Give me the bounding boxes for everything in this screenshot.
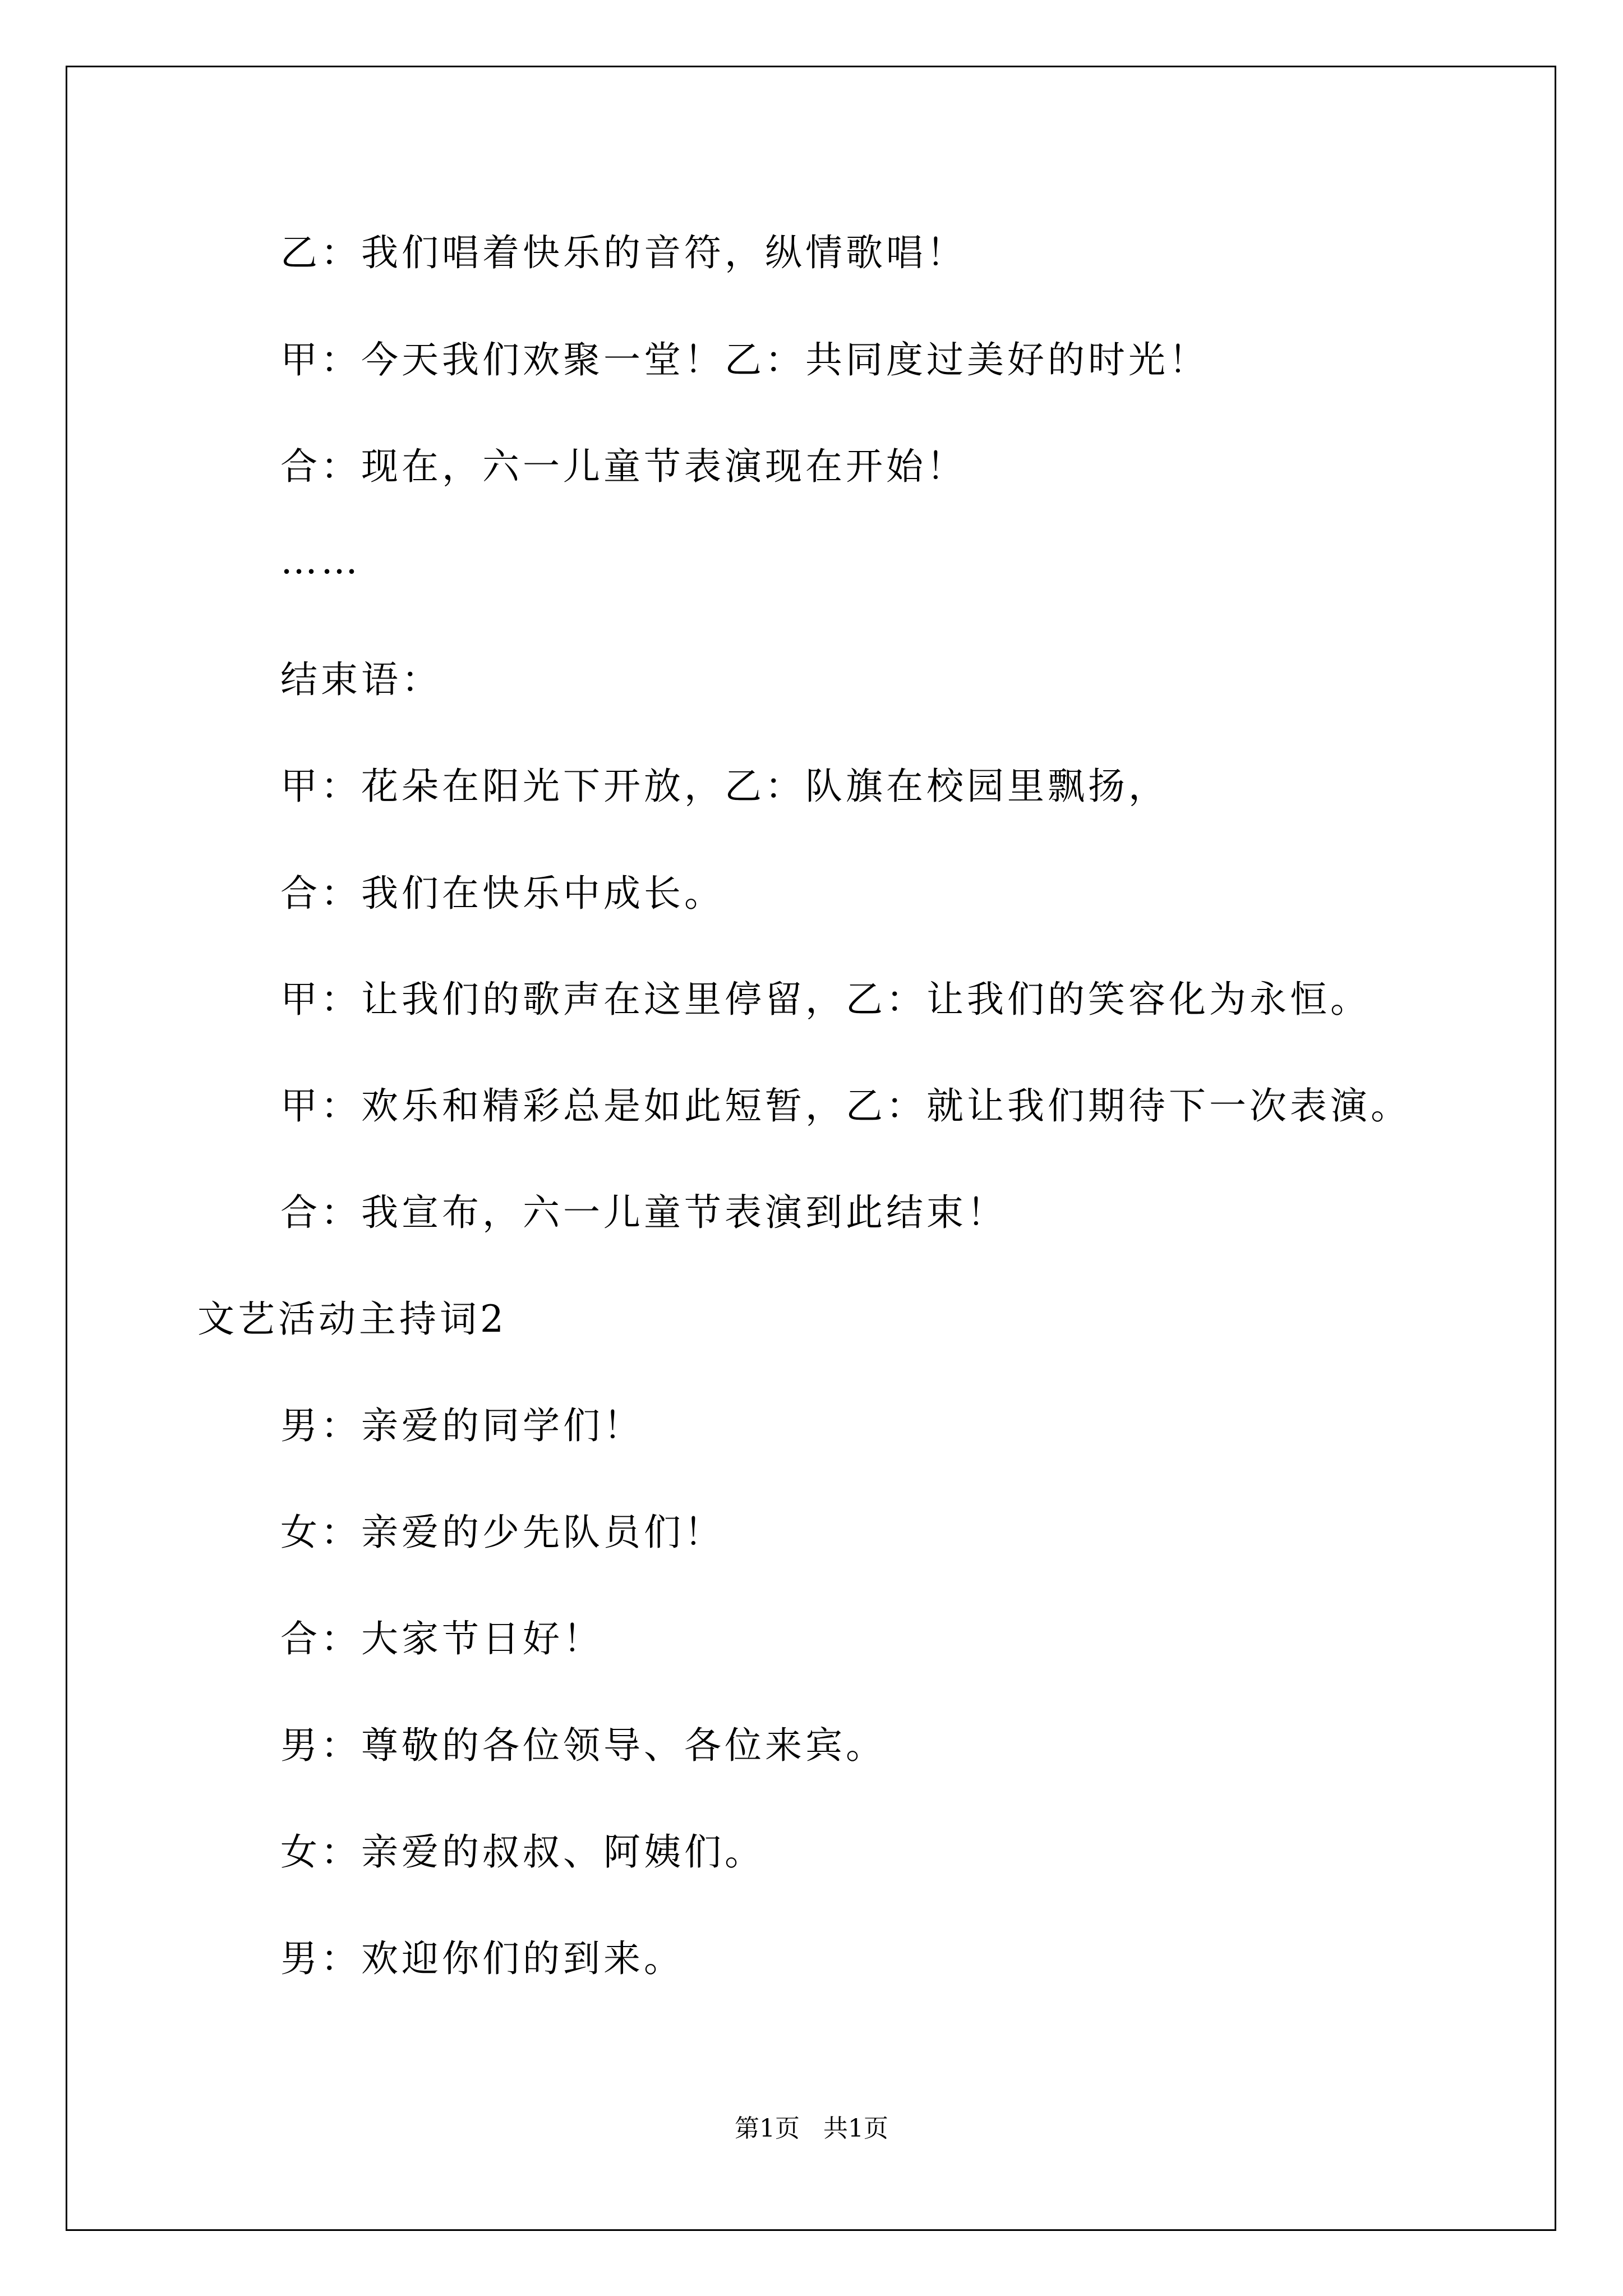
dialogue-line: 合：现在，六一儿童节表演现在开始！ <box>280 445 967 488</box>
dialogue-line: 女：亲爱的叔叔、阿姨们。 <box>280 1830 765 1874</box>
dialogue-line: 男：尊敬的各位领导、各位来宾。 <box>280 1724 886 1767</box>
dialogue-line: 甲：花朵在阳光下开放，乙：队旗在校园里飘扬， <box>280 765 1169 808</box>
ellipsis-line: …… <box>280 539 361 582</box>
page-footer: 第1页 共1页 <box>735 2114 888 2143</box>
dialogue-line: 合：大家节日好！ <box>280 1617 603 1660</box>
page-border <box>66 66 1556 2231</box>
dialogue-line: 甲：让我们的歌声在这里停留，乙：让我们的笑容化为永恒。 <box>280 978 1371 1021</box>
dialogue-line: 女：亲爱的少先队员们！ <box>280 1511 725 1554</box>
dialogue-line: 男：亲爱的同学们！ <box>280 1404 644 1447</box>
dialogue-line: 乙：我们唱着快乐的音符，纵情歌唱！ <box>280 231 967 274</box>
closing-remarks-label: 结束语： <box>280 658 442 701</box>
section-heading: 文艺活动主持词2 <box>197 1297 507 1341</box>
dialogue-line: 甲：欢乐和精彩总是如此短暂，乙：就让我们期待下一次表演。 <box>280 1084 1411 1128</box>
dialogue-line: 男：欢迎你们的到来。 <box>280 1937 684 1980</box>
dialogue-line: 合：我们在快乐中成长。 <box>280 872 725 915</box>
dialogue-line: 合：我宣布，六一儿童节表演到此结束！ <box>280 1191 1007 1234</box>
dialogue-line: 甲：今天我们欢聚一堂！乙：共同度过美好的时光！ <box>280 338 1209 381</box>
